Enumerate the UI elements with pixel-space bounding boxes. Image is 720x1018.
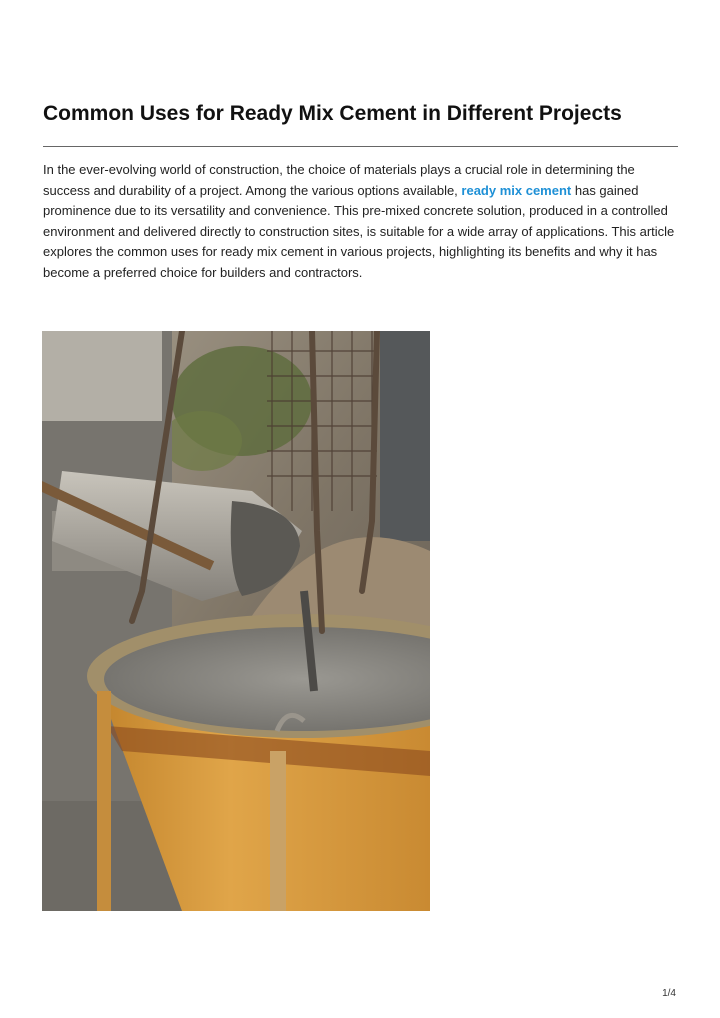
page-title: Common Uses for Ready Mix Cement in Different Projects: [43, 102, 622, 125]
intro-text-end: has gained prominence due to its versatility and convenience. This pre-mixed concrete solution, produced in a controlled environment and delivered directly to construction sites, is suitable for a wide array of applications. This article explores the common uses for ready mix cement in various projects, highlighting its benefits and why it has become a preferred choice for builders and contractors.: [43, 182, 675, 280]
intro-paragraph: [43, 160, 681, 284]
page-number: 1/4: [662, 988, 676, 999]
title-divider: [43, 146, 678, 147]
intro-text-start: In the ever-evolving world of construction, the choice of materials plays a crucial role in determining the success and durability of a project. Among the various options available,: [43, 162, 635, 198]
ready-mix-cement-link[interactable]: ready mix cement: [461, 182, 572, 198]
concrete-bucket-photo: [42, 331, 430, 911]
